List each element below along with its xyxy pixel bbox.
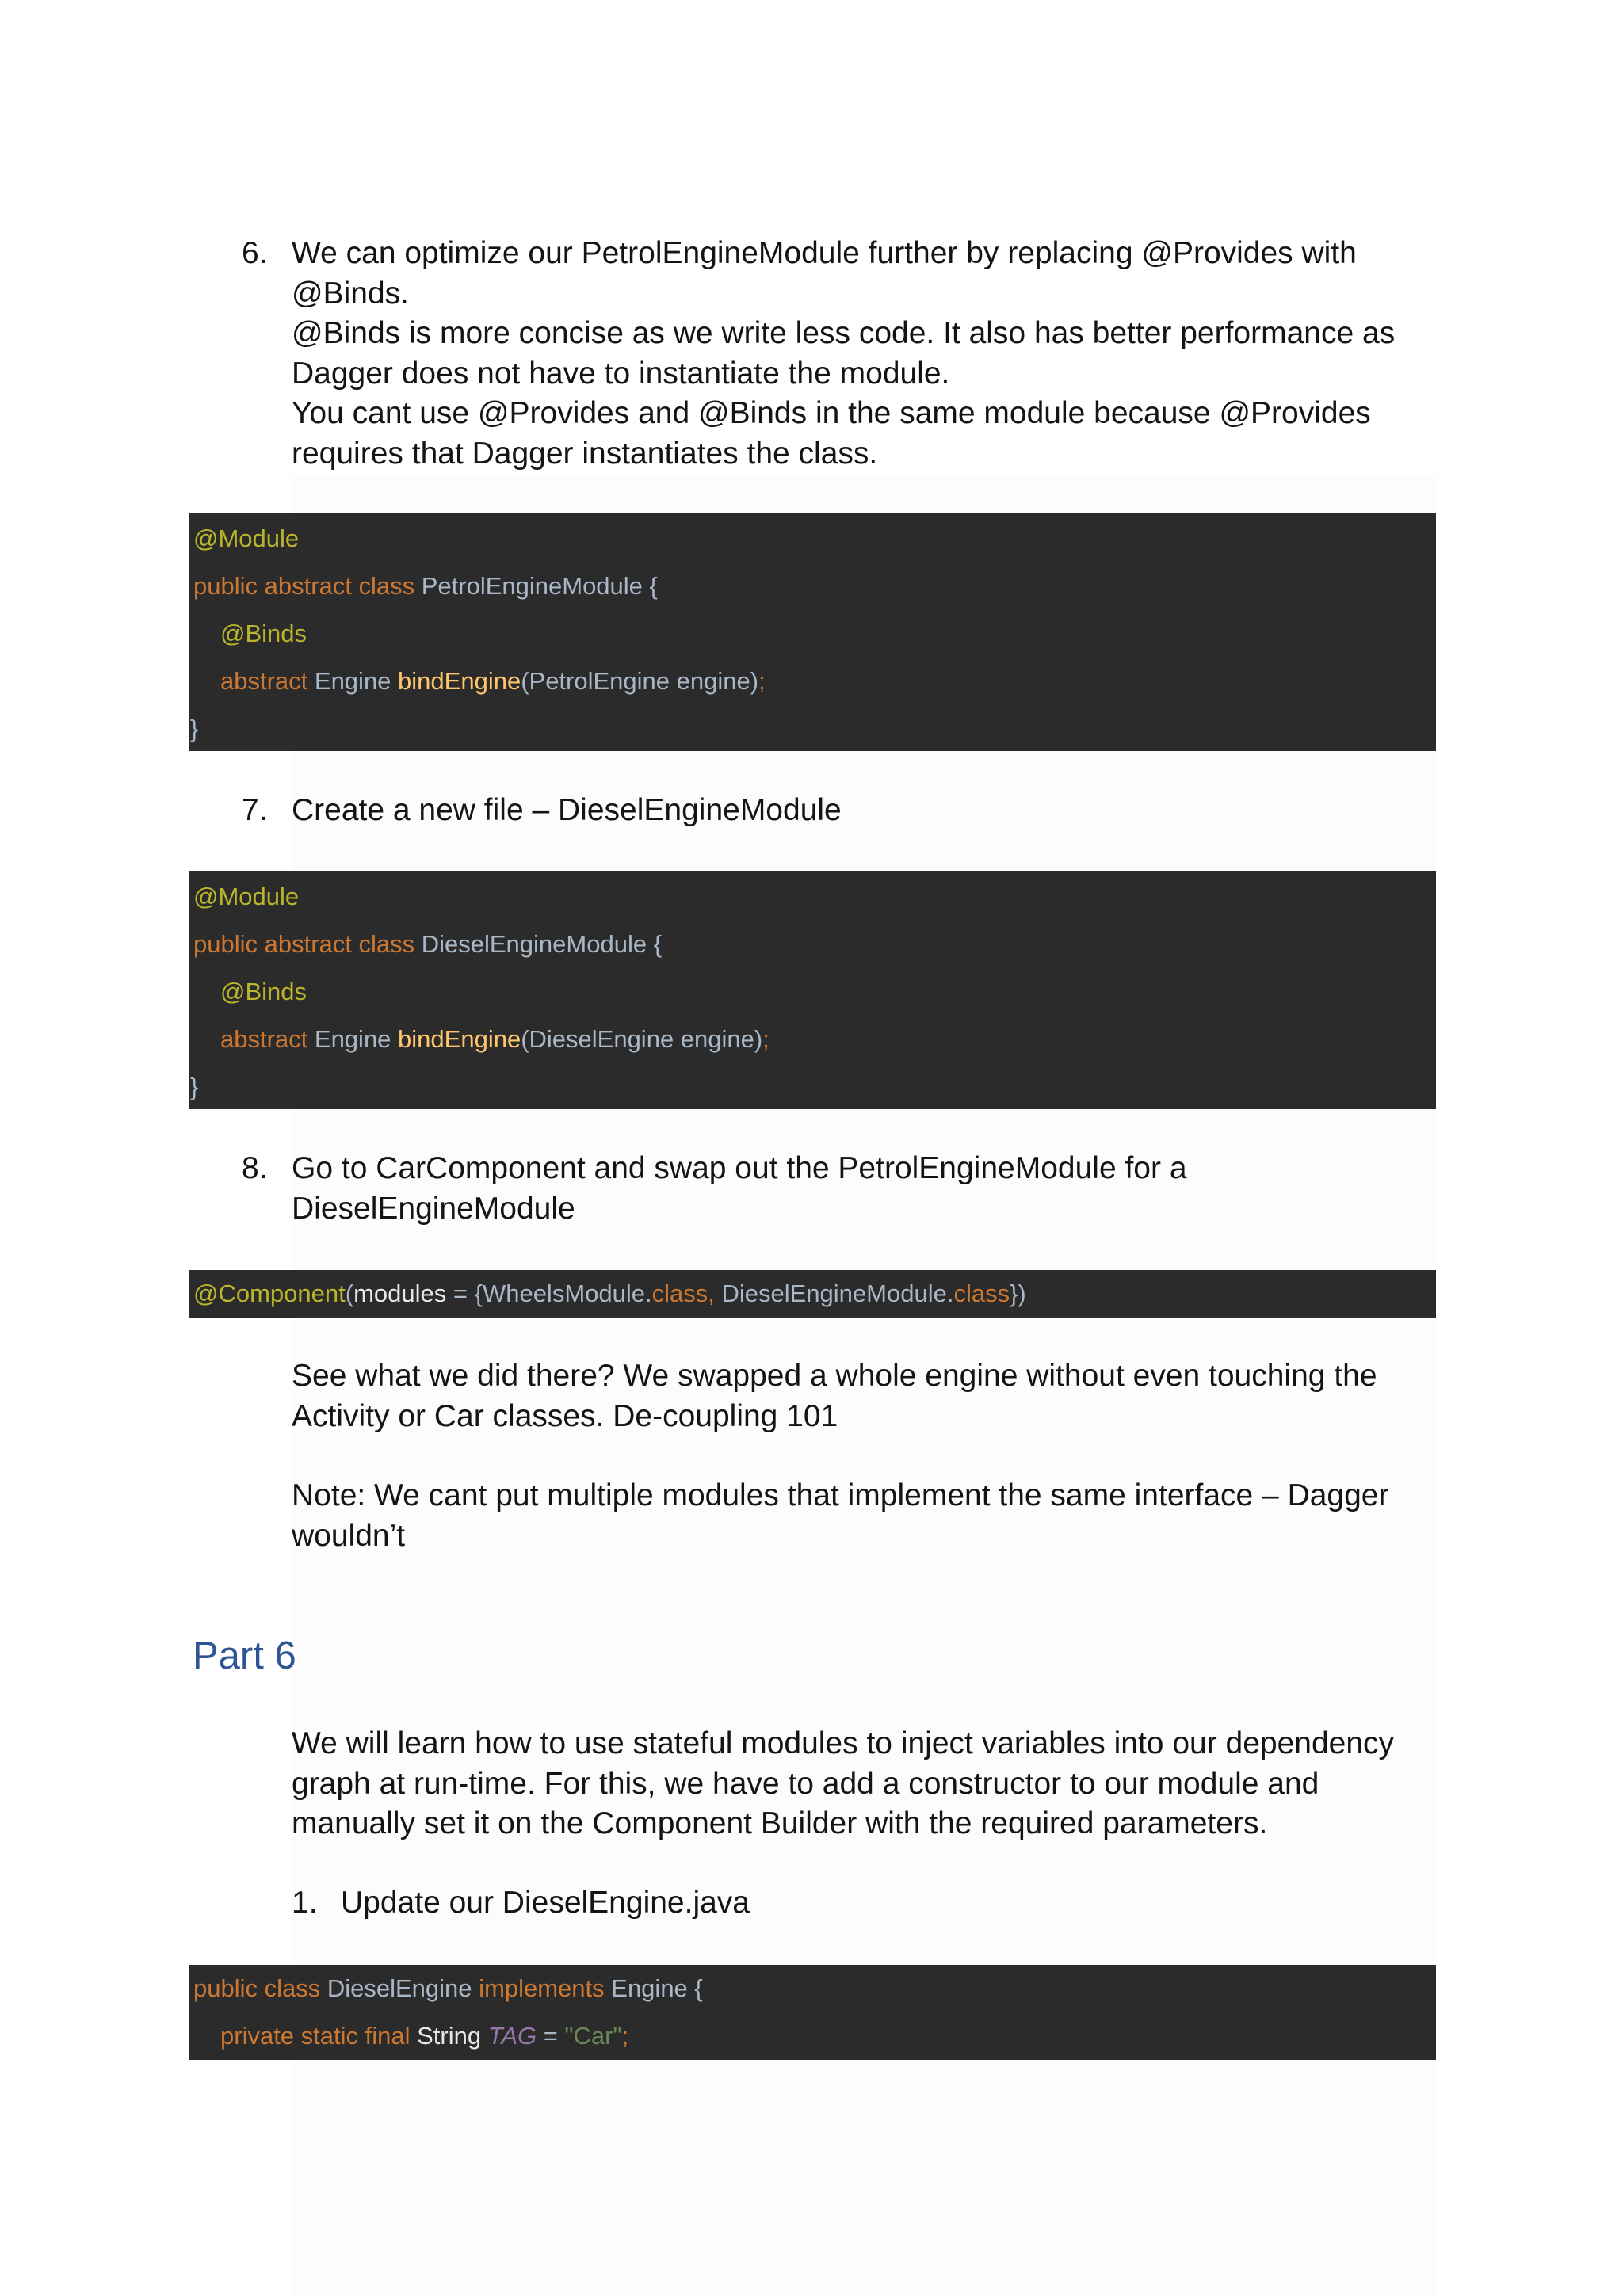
step-6-line: Dagger does not have to instantiate the module. bbox=[292, 356, 950, 391]
code-type: Engine bbox=[307, 1025, 399, 1053]
intro-line: manually set it on the Component Builder with the required parameters. bbox=[292, 1806, 1268, 1840]
code-annotation: @Component bbox=[193, 1280, 346, 1307]
code-keyword: private static final bbox=[220, 2022, 411, 2050]
code-annotation: @Module bbox=[193, 524, 300, 552]
code-block-component bbox=[189, 1270, 1436, 1318]
code-line bbox=[190, 1063, 198, 1111]
code-brace: } bbox=[190, 715, 199, 742]
code-module-name: DieselEngineModule. bbox=[714, 1280, 954, 1307]
code-line bbox=[220, 1016, 769, 1063]
code-line bbox=[220, 610, 307, 658]
code-semicolon: ; bbox=[762, 1025, 769, 1053]
code-assign: = bbox=[537, 2022, 565, 2050]
code-type: String bbox=[410, 2022, 488, 2050]
intro-paragraph bbox=[292, 1724, 1394, 1844]
code-annotation: @Binds bbox=[220, 978, 307, 1005]
code-class-name: DieselEngineModule { bbox=[414, 930, 663, 958]
step-6-text bbox=[292, 234, 1395, 474]
code-interface: Engine { bbox=[604, 1974, 703, 2002]
code-line bbox=[193, 563, 658, 610]
code-keyword: abstract bbox=[220, 667, 308, 695]
code-keyword: public abstract class bbox=[193, 930, 415, 958]
code-annotation: @Module bbox=[193, 883, 300, 910]
code-line bbox=[193, 1965, 703, 2012]
code-semicolon: ; bbox=[758, 667, 766, 695]
code-param-name: modules bbox=[353, 1280, 447, 1307]
step-6-line: @Binds. bbox=[292, 276, 409, 311]
code-semicolon: ; bbox=[621, 2022, 629, 2050]
code-line bbox=[193, 1270, 1026, 1318]
step-6-line: You cant use @Provides and @Binds in the same module because @Provides bbox=[292, 396, 1371, 430]
code-paren: ( bbox=[345, 1280, 354, 1307]
code-line bbox=[193, 515, 299, 563]
section-heading: Part 6 bbox=[193, 1634, 296, 1677]
note-paragraph bbox=[292, 1476, 1388, 1556]
step-7-text: Create a new file – DieselEngineModule bbox=[292, 793, 842, 827]
code-line bbox=[220, 968, 307, 1016]
step-8-line: Go to CarComponent and swap out the PetrolEngineModule for a bbox=[292, 1151, 1187, 1185]
code-method: bindEngine bbox=[398, 1025, 521, 1053]
code-class-name: DieselEngine bbox=[320, 1974, 479, 2002]
code-line bbox=[193, 921, 662, 968]
code-class-name: PetrolEngineModule { bbox=[414, 572, 658, 600]
note-line: See what we did there? We swapped a whole engine without even touching the bbox=[292, 1359, 1377, 1393]
step-8-text bbox=[292, 1149, 1187, 1229]
step-6-line: @Binds is more concise as we write less code. It also has better performance as bbox=[292, 316, 1396, 350]
code-params: (DieselEngine engine) bbox=[521, 1025, 763, 1053]
code-keyword: abstract bbox=[220, 1025, 308, 1053]
code-constant: TAG bbox=[487, 2022, 537, 2050]
part6-step-1-text: Update our DieselEngine.java bbox=[341, 1886, 750, 1920]
code-block-diesel-module bbox=[189, 871, 1436, 1109]
note-line: Activity or Car classes. De-coupling 101 bbox=[292, 1398, 838, 1433]
code-type: Engine bbox=[307, 667, 399, 695]
code-string: "Car" bbox=[564, 2022, 622, 2050]
note-line: Note: We cant put multiple modules that implement the same interface – Dagger bbox=[292, 1478, 1389, 1512]
code-keyword: public abstract class bbox=[193, 572, 415, 600]
intro-line: graph at run-time. For this, we have to add a constructor to our module and bbox=[292, 1766, 1319, 1801]
step-6-line: We can optimize our PetrolEngineModule further by replacing @Provides with bbox=[292, 236, 1357, 270]
step-6-line: requires that Dagger instantiates the class. bbox=[292, 436, 878, 471]
code-keyword: class, bbox=[651, 1280, 715, 1307]
intro-line: We will learn how to use stateful modules to inject variables into our dependency bbox=[292, 1726, 1395, 1760]
code-method: bindEngine bbox=[398, 667, 521, 695]
code-line bbox=[190, 705, 198, 753]
step-8-line: DieselEngineModule bbox=[292, 1191, 575, 1226]
part6-step-1-number: 1. bbox=[292, 1886, 318, 1920]
code-assign: = {WheelsModule. bbox=[446, 1280, 652, 1307]
code-brace: } bbox=[190, 1073, 199, 1100]
code-keyword: implements bbox=[479, 1974, 605, 2002]
code-keyword: public class bbox=[193, 1974, 321, 2002]
code-keyword: class bbox=[953, 1280, 1010, 1307]
code-block-petrol-module bbox=[189, 513, 1436, 751]
code-line bbox=[193, 873, 299, 921]
code-block-diesel-engine bbox=[189, 1965, 1436, 2060]
note-paragraph bbox=[292, 1356, 1377, 1436]
note-line: wouldn’t bbox=[292, 1518, 406, 1553]
code-line bbox=[220, 2012, 628, 2060]
code-line bbox=[220, 658, 766, 705]
step-6-number: 6. bbox=[242, 236, 268, 270]
step-8-number: 8. bbox=[242, 1151, 268, 1185]
code-annotation: @Binds bbox=[220, 620, 307, 647]
step-7-number: 7. bbox=[242, 793, 268, 827]
code-params: (PetrolEngine engine) bbox=[521, 667, 759, 695]
code-brace: }) bbox=[1010, 1280, 1026, 1307]
